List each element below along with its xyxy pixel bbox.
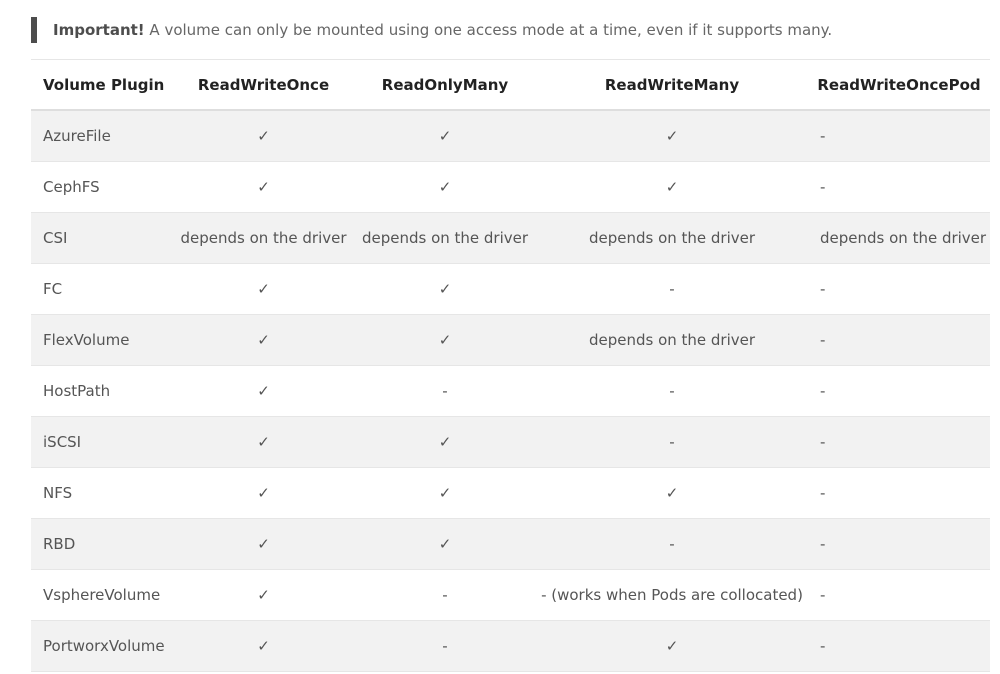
rwo-cell: ✓ — [173, 417, 354, 468]
rox-cell: ✓ — [354, 110, 536, 162]
rwo-cell: depends on the driver — [173, 213, 354, 264]
callout-text — [53, 21, 832, 39]
plugin-name-cell: FlexVolume — [31, 315, 173, 366]
rwx-cell: - — [536, 264, 808, 315]
table-row — [31, 110, 990, 162]
plugin-name-cell: CephFS — [31, 162, 173, 213]
callout-label: Important! — [53, 21, 145, 39]
header-volume-plugin: Volume Plugin — [31, 60, 173, 110]
rwop-cell: depends on the driver — [808, 213, 990, 264]
table-row — [31, 621, 990, 672]
rwx-cell: - — [536, 417, 808, 468]
rox-cell: ✓ — [354, 315, 536, 366]
plugin-name-cell: FC — [31, 264, 173, 315]
table-row — [31, 468, 990, 519]
rwx-cell: depends on the driver — [536, 315, 808, 366]
plugin-name-cell: CSI — [31, 213, 173, 264]
plugin-name-cell: iSCSI — [31, 417, 173, 468]
table-row — [31, 162, 990, 213]
callout-message: A volume can only be mounted using one access mode at a time, even if it supports many. — [144, 21, 833, 39]
rwo-cell: ✓ — [173, 621, 354, 672]
rwop-cell: - — [808, 621, 990, 672]
rox-cell: ✓ — [354, 519, 536, 570]
plugin-name-cell: AzureFile — [31, 110, 173, 162]
plugin-name-cell: NFS — [31, 468, 173, 519]
header-readonlymany: ReadOnlyMany — [354, 60, 536, 110]
rox-cell: depends on the driver — [354, 213, 536, 264]
rwo-cell: ✓ — [173, 570, 354, 621]
rox-cell: ✓ — [354, 417, 536, 468]
table-row — [31, 264, 990, 315]
rwop-cell: - — [808, 468, 990, 519]
rwo-cell: ✓ — [173, 519, 354, 570]
rox-cell: - — [354, 621, 536, 672]
rwo-cell: ✓ — [173, 110, 354, 162]
rox-cell: ✓ — [354, 264, 536, 315]
rwo-cell: ✓ — [173, 366, 354, 417]
rwop-cell: - — [808, 162, 990, 213]
rwop-cell: - — [808, 570, 990, 621]
header-readwriteoncepod: ReadWriteOncePod — [808, 60, 990, 110]
rwo-cell: ✓ — [173, 264, 354, 315]
rwop-cell: - — [808, 519, 990, 570]
rwx-cell: ✓ — [536, 468, 808, 519]
rwx-cell: ✓ — [536, 621, 808, 672]
access-modes-table — [31, 60, 990, 672]
plugin-name-cell: PortworxVolume — [31, 621, 173, 672]
plugin-name-cell: HostPath — [31, 366, 173, 417]
rwx-cell: depends on the driver — [536, 213, 808, 264]
rwx-cell: ✓ — [536, 162, 808, 213]
rwx-cell: ✓ — [536, 110, 808, 162]
table-row — [31, 417, 990, 468]
rox-cell: - — [354, 366, 536, 417]
rwx-cell: - (works when Pods are collocated) — [536, 570, 808, 621]
header-readwritemany: ReadWriteMany — [536, 60, 808, 110]
rwop-cell: - — [808, 366, 990, 417]
table-header-row — [31, 60, 990, 110]
rwx-cell: - — [536, 366, 808, 417]
rox-cell: ✓ — [354, 468, 536, 519]
rwo-cell: ✓ — [173, 468, 354, 519]
rwo-cell: ✓ — [173, 162, 354, 213]
table-row — [31, 519, 990, 570]
table-row — [31, 366, 990, 417]
plugin-name-cell: RBD — [31, 519, 173, 570]
rwop-cell: - — [808, 417, 990, 468]
rwx-cell: - — [536, 519, 808, 570]
rox-cell: - — [354, 570, 536, 621]
rox-cell: ✓ — [354, 162, 536, 213]
header-readwriteonce: ReadWriteOnce — [173, 60, 354, 110]
rwo-cell: ✓ — [173, 315, 354, 366]
important-callout — [31, 17, 961, 43]
rwop-cell: - — [808, 315, 990, 366]
table-row — [31, 315, 990, 366]
plugin-name-cell: VsphereVolume — [31, 570, 173, 621]
table-row — [31, 213, 990, 264]
rwop-cell: - — [808, 264, 990, 315]
table-row — [31, 570, 990, 621]
callout-accent-bar — [31, 17, 37, 43]
rwop-cell: - — [808, 110, 990, 162]
